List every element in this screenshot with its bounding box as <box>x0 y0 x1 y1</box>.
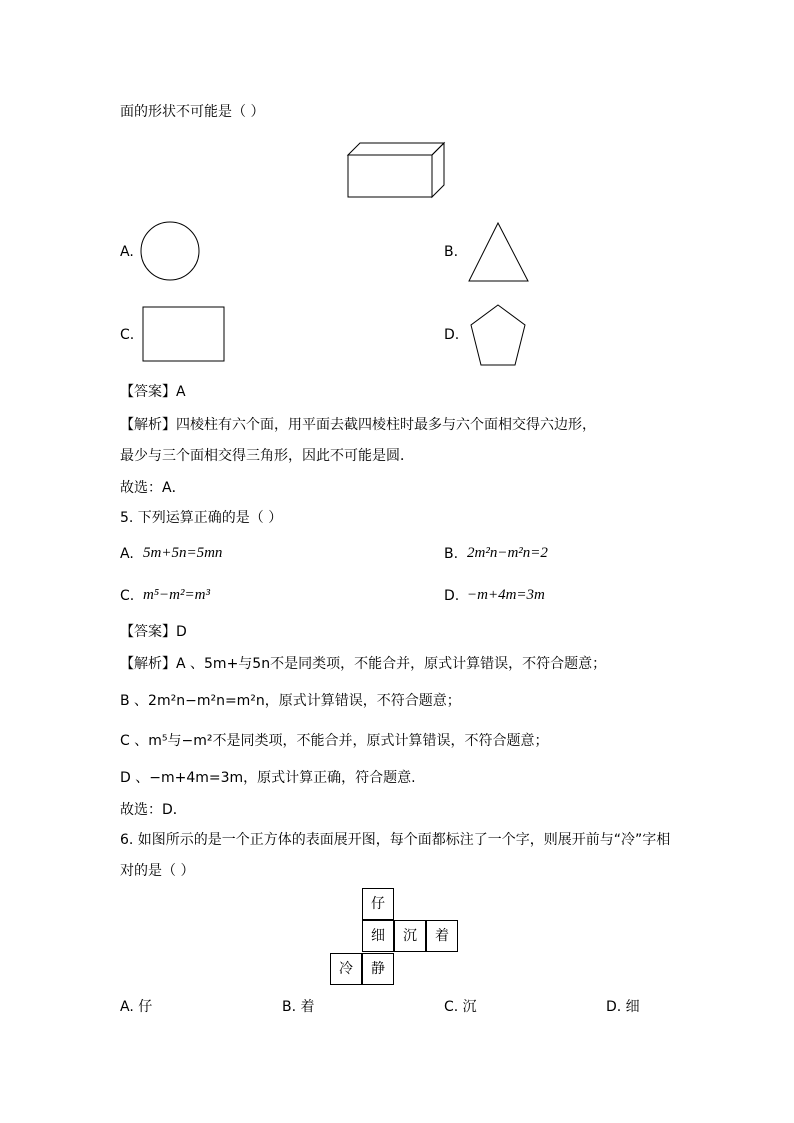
net-cell-xi: 细 <box>362 920 394 952</box>
pentagon-shape <box>469 303 529 367</box>
q6-option-b: B. 着 <box>282 999 315 1015</box>
net-cell-zi: 仔 <box>362 888 394 920</box>
q5-option-c-label: C. <box>120 588 135 604</box>
triangle-shape <box>467 221 531 283</box>
rectangle-shape <box>142 306 226 363</box>
q4-option-d-label: D. <box>444 327 460 343</box>
q5-answer: 【答案】D <box>120 624 187 640</box>
q4-answer: 【答案】A <box>120 384 186 400</box>
net-cell-chen: 沉 <box>394 920 426 952</box>
q5-analysis-line2: B 、2m²n−m²n=m²n，原式计算错误，不符合题意； <box>120 693 461 709</box>
q5-option-b-math: 2m²n−m²n=2 <box>467 545 548 561</box>
q5-stem: 5. 下列运算正确的是（ ） <box>120 510 283 526</box>
q6-stem-line2: 对的是（ ） <box>120 863 195 879</box>
q6-option-d: D. 细 <box>606 999 640 1015</box>
q4-analysis-line2: 最少与三个面相交得三角形，因此不可能是圆． <box>120 448 414 464</box>
net-cell-leng: 冷 <box>330 953 362 985</box>
q4-choice: 故选：A． <box>120 480 186 496</box>
q4-option-a-label: A. <box>120 244 134 260</box>
net-cell-jing: 静 <box>362 953 394 985</box>
cuboid-figure <box>345 140 445 200</box>
q5-analysis-line4: D 、−m+4m=3m，原式计算正确，符合题意. <box>120 770 416 786</box>
net-cell-zhe: 着 <box>426 920 458 952</box>
q5-option-a-math: 5m+5n=5mn <box>143 545 223 561</box>
q6-option-c: C. 沉 <box>444 999 477 1015</box>
q6-stem-line1: 6. 如图所示的是一个正方体的表面展开图，每个面都标注了一个字，则展开前与“冷”字相 <box>120 832 671 848</box>
q5-option-a-label: A. <box>120 546 134 562</box>
q4-option-c-label: C. <box>120 327 135 343</box>
q4-option-b-label: B. <box>444 244 459 260</box>
q6-option-a: A. 仔 <box>120 999 153 1015</box>
q5-option-c-math: m⁵−m²=m³ <box>143 587 210 603</box>
q5-option-d-math: −m+4m=3m <box>467 587 545 603</box>
q5-option-b-label: B. <box>444 546 459 562</box>
q5-analysis-line1: 【解析】A 、5m+与5n不是同类项，不能合并，原式计算错误，不符合题意； <box>120 656 607 672</box>
circle-shape <box>140 221 202 283</box>
q5-analysis-line3: C 、m⁵与−m²不是同类项，不能合并，原式计算错误，不符合题意； <box>120 733 549 749</box>
q4-analysis-line1: 【解析】四棱柱有六个面，用平面去截四棱柱时最多与六个面相交得六边形， <box>120 417 596 433</box>
q5-option-d-label: D. <box>444 588 460 604</box>
q4-stem-tail: 面的形状不可能是（ ） <box>120 104 265 120</box>
q5-choice: 故选：D． <box>120 802 187 818</box>
